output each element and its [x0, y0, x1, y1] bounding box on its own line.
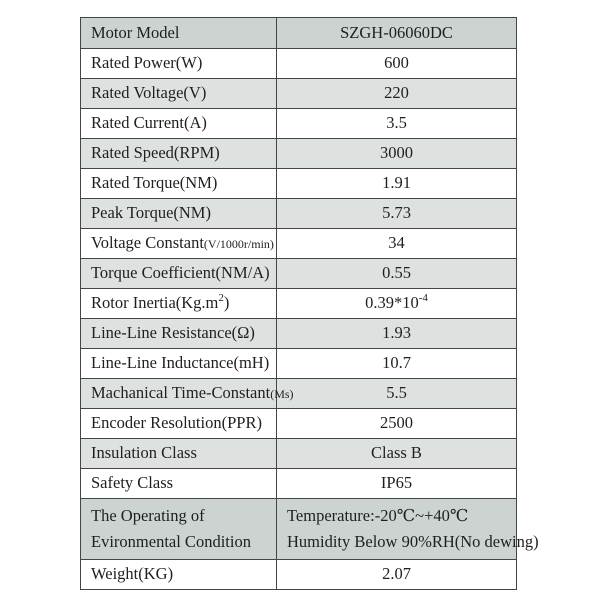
- spec-label-text: Rotor Inertia(Kg.m: [91, 293, 219, 313]
- spec-label-text: ): [223, 293, 230, 313]
- spec-value-cell: [277, 79, 516, 108]
- spec-label-text: Insulation Class: [91, 443, 197, 463]
- spec-row: [81, 348, 516, 378]
- spec-label-text: (Ms): [270, 386, 294, 401]
- spec-value-cell: [277, 139, 516, 168]
- spec-row: [81, 378, 516, 408]
- spec-label-text: Rated Voltage(V): [91, 83, 207, 103]
- spec-label-text: Rated Torque(NM): [91, 173, 218, 193]
- spec-value-cell: [277, 169, 516, 198]
- spec-label-cell: [81, 319, 277, 348]
- spec-value-text: 3.5: [386, 113, 407, 133]
- spec-row: [81, 288, 516, 318]
- spec-value-text: Temperature:-20℃~+40℃: [287, 505, 469, 525]
- spec-label-cell: [81, 229, 277, 258]
- spec-label-cell: [81, 439, 277, 468]
- spec-row: [81, 138, 516, 168]
- spec-label-text: (V/1000r/min): [203, 236, 274, 251]
- spec-value-text: 2.07: [382, 564, 411, 584]
- spec-value-text: 1.93: [382, 323, 411, 343]
- spec-label-text: Evironmental Condition: [91, 531, 251, 551]
- spec-row: [81, 318, 516, 348]
- spec-label-text: Line-Line Resistance(Ω): [91, 323, 255, 343]
- spec-value-text: 220: [384, 83, 409, 103]
- spec-row: [81, 438, 516, 468]
- spec-value-text: 2500: [380, 413, 413, 433]
- spec-value-text: -4: [418, 292, 428, 304]
- spec-value-text: 34: [388, 233, 405, 253]
- spec-value-text: 5.5: [386, 383, 407, 403]
- spec-value-text: IP65: [380, 473, 413, 493]
- spec-value-cell: [277, 439, 516, 468]
- spec-label-text: Line-Line Inductance(mH): [91, 353, 270, 373]
- spec-value-cell: [277, 349, 516, 378]
- spec-value-text: 10.7: [382, 353, 411, 373]
- spec-label-cell: [81, 18, 277, 48]
- spec-value-text: 1.91: [382, 173, 411, 193]
- spec-value-text: 3000: [380, 143, 413, 163]
- spec-value-cell: [277, 379, 516, 408]
- motor-spec-table: [80, 17, 539, 590]
- spec-value-text: Class B: [371, 443, 422, 463]
- spec-value-cell: [277, 199, 516, 228]
- spec-label-cell: [81, 259, 277, 288]
- spec-label-text: Torque Coefficient(NM/A): [91, 263, 270, 283]
- spec-label-text: Voltage Constant: [91, 233, 204, 253]
- spec-label-cell: [81, 560, 277, 589]
- spec-value-cell: [277, 289, 516, 318]
- spec-label-cell: [81, 349, 277, 378]
- spec-label-text: Safety Class: [91, 473, 174, 493]
- spec-label-cell: [81, 49, 277, 78]
- spec-row: [81, 78, 516, 108]
- spec-value-text: 0.55: [382, 263, 411, 283]
- spec-value-cell: [277, 49, 516, 78]
- spec-label-text: Weight(KG): [91, 564, 174, 584]
- spec-row: [81, 18, 516, 48]
- spec-value-text: SZGH-06060DC: [340, 22, 453, 42]
- spec-row: [81, 559, 516, 589]
- spec-row: [81, 228, 516, 258]
- spec-label-cell: [81, 199, 277, 228]
- spec-label-cell: [81, 109, 277, 138]
- spec-value-cell: [277, 259, 516, 288]
- spec-value-cell: [277, 469, 516, 498]
- spec-row: [81, 48, 516, 78]
- spec-label-text: Rated Power(W): [91, 53, 203, 73]
- spec-value-cell: [277, 229, 516, 258]
- spec-value-text: 600: [384, 53, 409, 73]
- spec-label-cell: [81, 469, 277, 498]
- spec-row: [81, 198, 516, 228]
- spec-value-cell: [277, 560, 516, 589]
- spec-value-cell: [277, 409, 516, 438]
- spec-value-text: 5.73: [382, 203, 411, 223]
- spec-label-text: Machanical Time-Constant: [91, 383, 271, 403]
- spec-value-text: Humidity Below 90%RH(No dewing): [287, 531, 539, 551]
- spec-row: [81, 168, 516, 198]
- spec-label-cell: [81, 169, 277, 198]
- spec-row: [81, 108, 516, 138]
- spec-value-cell: [277, 499, 539, 559]
- spec-label-cell: [81, 499, 277, 559]
- spec-label-text: Motor Model: [91, 22, 180, 42]
- spec-row: [81, 258, 516, 288]
- spec-label-text: Peak Torque(NM): [91, 203, 211, 223]
- spec-label-text: Encoder Resolution(PPR): [91, 413, 262, 433]
- spec-value-cell: [277, 109, 516, 138]
- spec-label-cell: [81, 79, 277, 108]
- spec-label-text: Rated Current(A): [91, 113, 207, 133]
- spec-label-text: 2: [218, 292, 224, 304]
- spec-value-cell: [277, 18, 516, 48]
- spec-label-cell: [81, 379, 294, 408]
- spec-label-text: Rated Speed(RPM): [91, 143, 220, 163]
- spec-row: [81, 468, 516, 498]
- spec-label-cell: [81, 139, 277, 168]
- spec-label-cell: [81, 409, 277, 438]
- spec-label-text: The Operating of: [91, 505, 205, 525]
- spec-value-cell: [277, 319, 516, 348]
- spec-row: [81, 498, 539, 559]
- spec-value-text: 0.39*10: [365, 293, 419, 313]
- spec-row: [81, 408, 516, 438]
- spec-label-cell: [81, 289, 277, 318]
